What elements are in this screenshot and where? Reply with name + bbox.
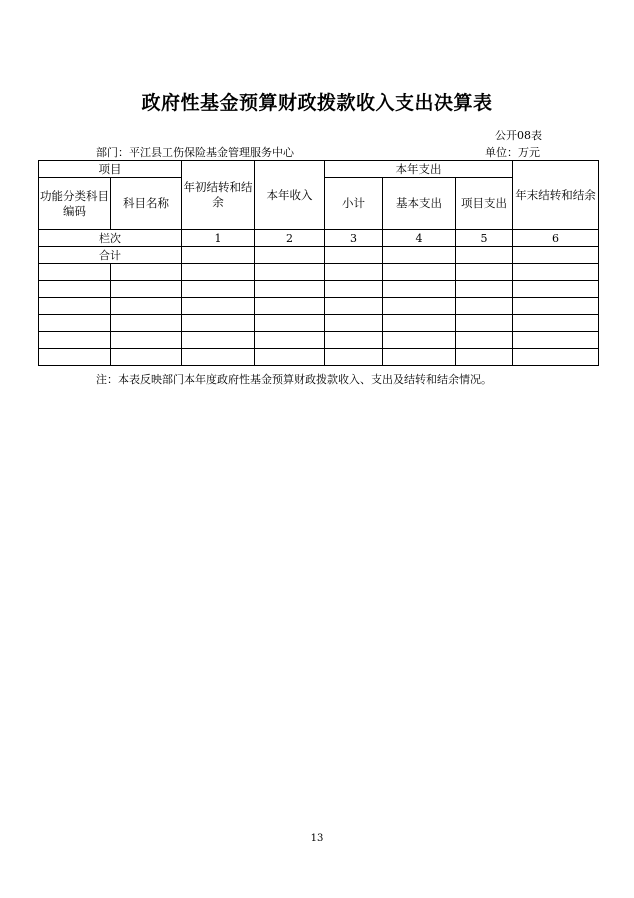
unit-label: 单位：万元 <box>485 146 540 159</box>
table-row <box>39 264 599 281</box>
header-expense-group: 本年支出 <box>325 161 513 178</box>
table-row <box>39 298 599 315</box>
budget-table <box>38 160 599 366</box>
table-row <box>39 349 599 366</box>
column-number: 2 <box>255 230 325 247</box>
header-project-expense: 项目支出 <box>456 178 513 230</box>
column-number: 3 <box>325 230 383 247</box>
column-number: 4 <box>383 230 456 247</box>
header-item: 项目 <box>39 161 182 178</box>
column-number-row <box>39 230 599 247</box>
table-row <box>39 281 599 298</box>
page-title: 政府性基金预算财政拨款收入支出决算表 <box>141 92 493 114</box>
column-number: 6 <box>513 230 599 247</box>
column-number: 1 <box>182 230 255 247</box>
form-number: 公开08表 <box>495 129 542 142</box>
total-label: 合计 <box>39 247 182 264</box>
table-row <box>39 332 599 349</box>
table-row <box>39 315 599 332</box>
table-note: 注：本表反映部门本年度政府性基金预算财政拨款收入、支出及结转和结余情况。 <box>96 373 492 386</box>
header-func-code: 功能分类科目编码 <box>39 178 111 230</box>
header-end-balance: 年末结转和结余 <box>513 161 599 230</box>
header-basic-expense: 基本支出 <box>383 178 456 230</box>
column-number: 5 <box>456 230 513 247</box>
page-number: 13 <box>310 833 324 844</box>
total-row <box>39 247 599 264</box>
header-subtotal: 小计 <box>325 178 383 230</box>
column-row-label: 栏次 <box>39 230 182 247</box>
header-subject-name: 科目名称 <box>111 178 182 230</box>
department-label: 部门：平江县工伤保险基金管理服务中心 <box>96 146 294 159</box>
header-begin-balance: 年初结转和结余 <box>182 161 255 230</box>
header-income: 本年收入 <box>255 161 325 230</box>
